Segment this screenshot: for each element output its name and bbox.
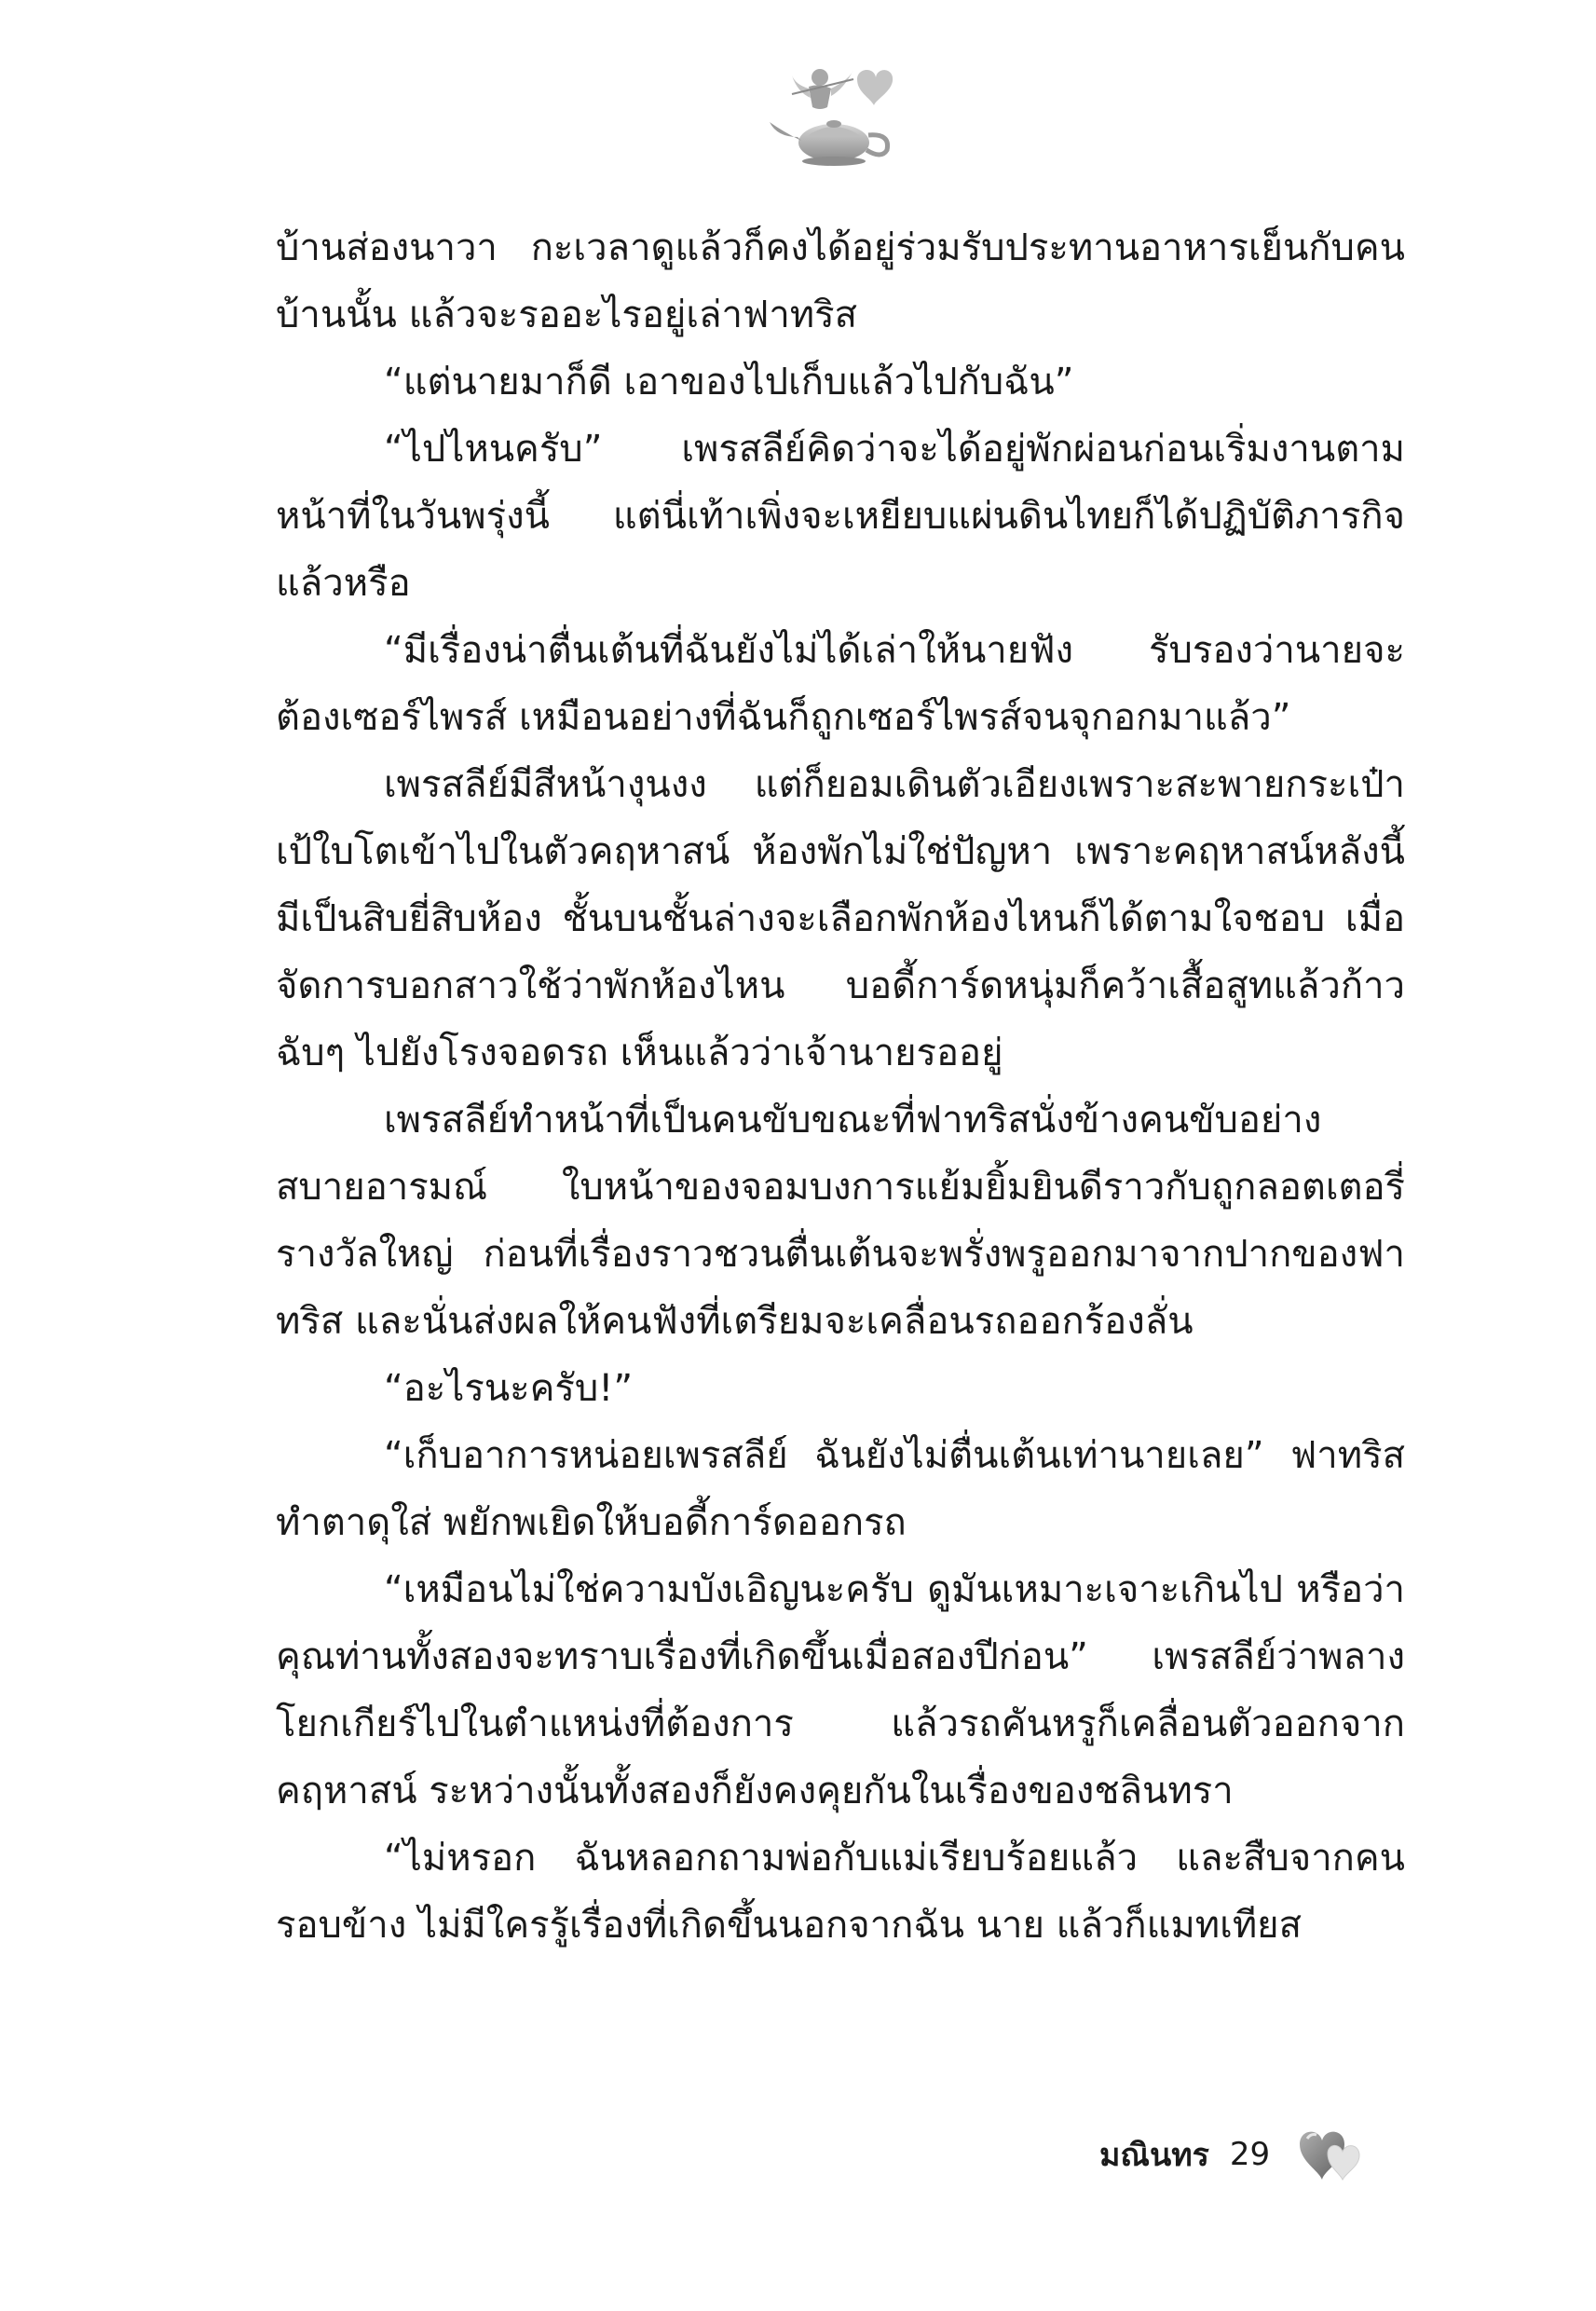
paragraph-4: “มีเรื่องน่าตื่นเต้นที่ฉันยังไม่ได้เล่าให้นายฟัง รับรองว่านายจะต้องเซอร์ไพรส์ เหมือนอย่างที่ฉันก็ถูกเซอร์ไพรส์จนจุกอกมาแล้ว” [276,629,1405,739]
author-name: มณินทร [1099,2137,1209,2174]
paragraph-7: “อะไรนะครับ!” [384,1367,634,1410]
paragraph-1: บ้านส่องนาวา กะเวลาดูแล้วก็คงได้อยู่ร่วมรับประทานอาหารเย็นกับคนบ้านนั้น แล้วจะรออะไรอยู่เล่าฟาทริส [276,226,1405,336]
paragraph-10: “ไม่หรอก ฉันหลอกถามพ่อกับแม่เรียบร้อยแล้ว และสืบจากคนรอบข้าง ไม่มีใครรู้เรื่องที่เกิดขึ้นนอกจากฉัน นาย แล้วก็แมทเทียส [276,1837,1405,1947]
paragraph-9: “เหมือนไม่ใช่ความบังเอิญนะครับ ดูมันเหมาะเจาะเกินไป หรือว่าคุณท่านทั้งสองจะทราบเรื่องที่เกิดขึ้นเมื่อสองปีก่อน” เพรสลีย์ว่าพลางโยกเกียร์ไปในตำแหน่งที่ต้องการ แล้วรถคันหรูก็เคลื่อนตัวออกจากคฤหาสน์ ระหว่างนั้นทั้งสองก็ยังคงคุยกันในเรื่องของชลินทรา [276,1568,1405,1812]
paragraph-8: “เก็บอาการหน่อยเพรสลีย์ ฉันยังไม่ตื่นเต้นเท่านายเลย” ฟาทริสทำตาดุใส่ พยักพเยิดให้บอดี้การ์ดออกรถ [276,1434,1405,1544]
page-footer [1099,2117,1435,2192]
cupid-teapot-emblem-icon [764,51,904,172]
paragraph-6: เพรสลีย์ทำหน้าที่เป็นคนขับขณะที่ฟาทริสนั่งข้างคนขับอย่างสบายอารมณ์ ใบหน้าของจอมบงการแย้มยิ้มยินดีราวกับถูกลอตเตอรี่รางวัลใหญ่ ก่อนที่เรื่องราวชวนตื่นเต้นจะพรั่งพรูออกมาจากปากของฟาทริส และนั่นส่งผลให้คนฟังที่เตรียมจะเคลื่อนรถออกร้องลั่น [276,1099,1405,1343]
page-number: 29 [1229,2136,1271,2173]
hearts-icon [1290,2122,1365,2187]
paragraph-5: เพรสลีย์มีสีหน้างุนงง แต่ก็ยอมเดินตัวเอียงเพราะสะพายกระเป๋าเป้ใบโตเข้าไปในตัวคฤหาสน์ ห้องพักไม่ใช่ปัญหา เพราะคฤหาสน์หลังนี้มีเป็นสิบยี่สิบห้อง ชั้นบนชั้นล่างจะเลือกพักห้องไหนก็ได้ตามใจชอบ เมื่อจัดการบอกสาวใช้ว่าพักห้องไหน บอดี้การ์ดหนุ่มก็คว้าเสื้อสูทแล้วก้าวฉับๆ ไปยังโรงจอดรถ เห็นแล้วว่าเจ้านายรออยู่ [276,763,1405,1074]
paragraph-2: “แต่นายมาก็ดี เอาของไปเก็บแล้วไปกับฉัน” [384,361,1074,403]
body-text [276,214,1405,1959]
paragraph-3: “ไปไหนครับ” เพรสลีย์คิดว่าจะได้อยู่พักผ่อนก่อนเริ่มงานตามหน้าที่ในวันพรุ่งนี้ แต่นี่เท้าเพิ่งจะเหยียบแผ่นดินไทยก็ได้ปฏิบัติภารกิจแล้วหรือ [276,428,1405,605]
